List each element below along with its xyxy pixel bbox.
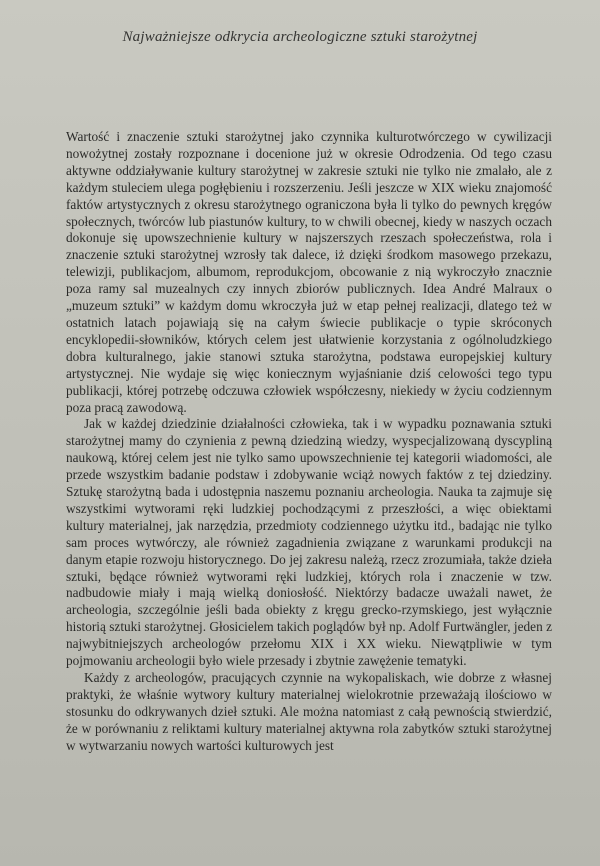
paragraph-3: Każdy z archeologów, pracujących czynnie na wykopaliskach, wie dobrze z własnej praktyki, że właśnie wytwory kultury materialnej wielokrotnie przeważają ilościowo w stosunku do odkrywanych dzieł sztuki. Ale można natomiast z całą pewnością stwierdzić, że w porównaniu z reliktami kultury materialnej aktywna rola zabytków sztuki starożytnej w wytwarzaniu nowych wartości kulturowych jest	[66, 670, 552, 753]
paragraph-1: Wartość i znaczenie sztuki starożytnej jako czynnika kulturotwórczego w cywilizacji nowożytnej zostały rozpoznane i docenione już w okresie Odrodzenia. Od tego czasu aktywne oddziaływanie kultury starożytnej w zakresie sztuki nie tylko nie zmalało, ale z każdym stuleciem ulega pogłębieniu i rozszerzeniu. Jeśli jeszcze w XIX wieku znajomość faktów artystycznych z okresu starożytnego ograniczona była li tylko do pewnych kręgów społecznych, twórców lub piastunów kultury, to w chwili obecnej, kiedy w naszych oczach dokonuje się upowszechnienie kultury w najszerszych rzeszach społeczeństwa, rola i znaczenie sztuki starożytnej wzrosły tak dalece, iż dzięki środkom masowego przekazu, telewizji, publikacjom, albumom, reprodukcjom, obcowanie z nią wykroczyło znacznie poza ramy sal muzealnych czy innych zbiorów publicznych. Idea André Malraux o „muzeum sztuki” w każdym domu wkroczyła już w etap pełnej realizacji, dlatego też w ostatnich latach pojawiają się na całym świecie publikacje o typie skróconych encyklopedii-słowników, których celem jest ułatwienie korzystania z ogólnoludzkiego dobra kulturalnego, jakie stanowi sztuka starożytna, podstawa europejskiej kultury artystycznej. Nie wydaje się więc koniecznym wyjaśnianie dziś celowości tego typu publikacji, której potrzebę odczuwa człowiek współczesny, niekiedy w życiu codziennym poza pracą zawodową.	[66, 129, 552, 415]
running-head: Najważniejsze odkrycia archeologiczne sztuki starożytnej	[122, 29, 478, 45]
paragraph-2: Jak w każdej dziedzinie działalności człowieka, tak i w wypadku poznawania sztuki starożytnej mamy do czynienia z pewną dziedziną wiedzy, wyspecjalizowaną dyscypliną naukową, której celem jest nie tylko samo upowszechnienie tej kategorii wiadomości, ale przede wszystkim badanie podstaw i zdobywanie wciąż nowych faktów z tej dziedziny. Sztukę starożytną bada i udostępnia naszemu poznaniu archeologia. Nauka ta zajmuje się wszystkimi wytworami ręki ludzkiej pochodzącymi z przeszłości, a więc obiektami kultury materialnej, jak narzędzia, przedmioty codziennego użytku itd., badając nie tylko sam proces wytwórczy, ale również zagadnienia związane z warunkami produkcji na danym etapie rozwoju historycznego. Do jej zakresu należą, rzecz zrozumiała, także dzieła sztuki, będące również wytworami ręki ludzkiej, których rola i znaczenie w tzw. nadbudowie miały i mają wielką doniosłość. Niektórzy badacze uważali nawet, że archeologia, szczególnie jeśli bada obiekty z kręgu grecko-rzymskiego, jest wyłącznie historią sztuki starożytnej. Głosicielem takich poglądów był np. Adolf Furtwängler, jeden z najwybitniejszych archeologów przełomu XIX i XX wieku. Niewątpliwie w tym pojmowaniu archeologii było wiele przesady i zbytnie zawężenie tematyki.	[66, 416, 552, 669]
body-text	[66, 129, 552, 755]
